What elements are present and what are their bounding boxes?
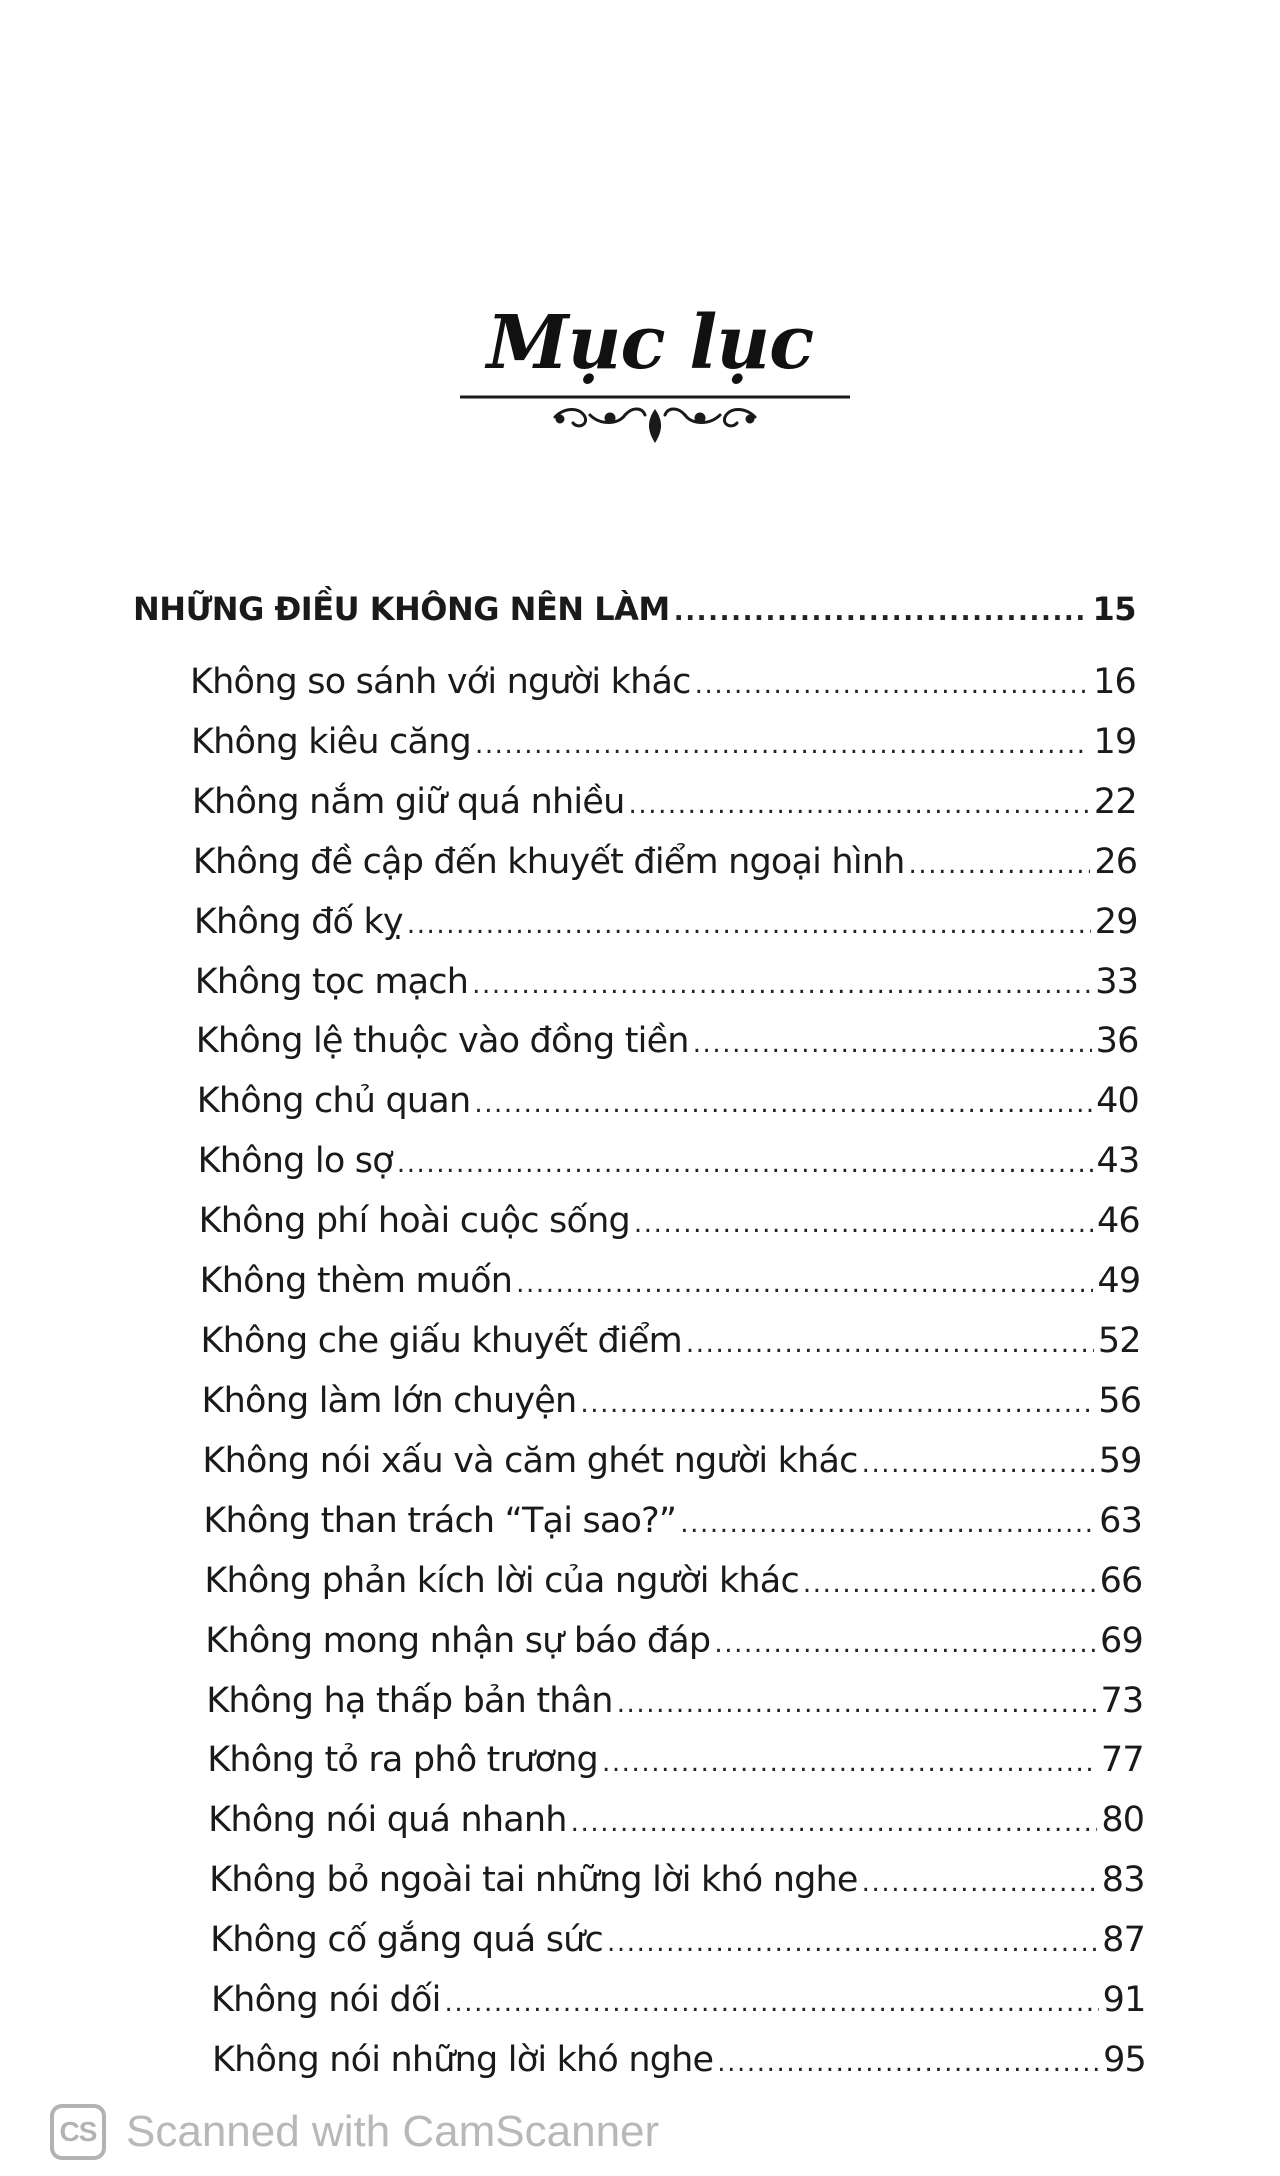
toc-leader-dots — [475, 720, 1090, 770]
toc-entry-label: Không nói những lời khó nghe — [212, 2040, 714, 2080]
toc-leader-dots — [472, 960, 1091, 1010]
toc-entry[interactable] — [196, 1016, 1139, 1066]
toc-entry-label: Không đề cập đến khuyết điểm ngoại hình — [192, 841, 905, 882]
toc-leader-dots — [803, 1559, 1096, 1609]
toc-entry-page: 77 — [1100, 1740, 1144, 1781]
toc-entry-page: 52 — [1097, 1321, 1141, 1362]
toc-entry-page: 46 — [1096, 1201, 1140, 1242]
toc-entry[interactable] — [204, 1556, 1142, 1606]
toc-leader-dots — [580, 1379, 1094, 1429]
toc-entry-label: Không hạ thấp bản thân — [206, 1680, 613, 1721]
toc-entry[interactable] — [205, 1616, 1143, 1666]
toc-entry-page: 69 — [1100, 1620, 1143, 1661]
toc-section-row[interactable] — [133, 584, 1136, 634]
toc-entry[interactable] — [207, 1735, 1144, 1785]
toc-entry[interactable] — [212, 2035, 1146, 2085]
toc-entry-label: Không mong nhận sự báo đáp — [205, 1620, 711, 1661]
toc-entry-page: 56 — [1098, 1380, 1142, 1421]
toc-leader-dots — [445, 1978, 1099, 2028]
toc-leader-dots — [714, 1619, 1096, 1669]
toc-entry[interactable] — [201, 1316, 1141, 1366]
toc-entry-label: Không nói quá nhanh — [208, 1800, 567, 1841]
toc-entry-page: 59 — [1098, 1440, 1142, 1481]
toc-entry-label: Không nắm giữ quá nhiều — [191, 781, 625, 822]
toc-entry[interactable] — [203, 1496, 1142, 1546]
toc-leader-dots — [909, 840, 1091, 890]
toc-entry-label: Không phản kích lời của người khác — [204, 1560, 799, 1601]
toc-leader-dots — [617, 1679, 1097, 1729]
toc-section-label: NHỮNG ĐIỀU KHÔNG NÊN LÀM — [133, 590, 670, 628]
toc-leader-dots — [686, 1319, 1094, 1369]
camscanner-logo-icon: CS — [50, 2104, 106, 2160]
toc-entry-page: 26 — [1094, 841, 1138, 882]
toc-entry[interactable] — [194, 897, 1138, 947]
toc-entry[interactable] — [199, 1196, 1140, 1246]
toc-entry[interactable] — [191, 717, 1136, 767]
toc-entry-page: 87 — [1102, 1920, 1146, 1961]
toc-section-page: 15 — [1092, 590, 1136, 628]
toc-entry-page: 36 — [1095, 1021, 1139, 1062]
toc-leader-dots — [693, 1019, 1092, 1069]
toc-entry[interactable] — [200, 1256, 1141, 1306]
toc-entry[interactable] — [193, 837, 1137, 887]
toc-entry-page: 33 — [1095, 961, 1139, 1002]
toc-entry-label: Không phí hoài cuộc sống — [198, 1201, 630, 1242]
toc-entry-label: Không lệ thuộc vào đồng tiền — [195, 1021, 689, 1062]
toc-entry[interactable] — [190, 657, 1136, 707]
ornament-divider — [460, 385, 850, 455]
toc-entry[interactable] — [210, 1915, 1145, 1965]
toc-leader-dots — [397, 1139, 1093, 1189]
page-title: Mục lục — [486, 300, 814, 386]
toc-leader-dots — [607, 1918, 1098, 1968]
toc-leader-dots — [516, 1259, 1093, 1309]
toc-entry[interactable] — [197, 1076, 1139, 1126]
toc-entry-label: Không tọc mạch — [194, 961, 469, 1002]
toc-entry-page: 40 — [1096, 1081, 1140, 1122]
toc-entry-page: 73 — [1100, 1680, 1144, 1721]
toc-entry-label: Không so sánh với người khác — [190, 662, 691, 702]
toc-entry-page: 83 — [1101, 1860, 1145, 1901]
toc-leader-dots — [680, 1499, 1095, 1549]
toc-entry[interactable] — [208, 1795, 1144, 1845]
toc-leader-dots — [571, 1798, 1098, 1848]
toc-leader-dots — [674, 587, 1089, 637]
toc-leader-dots — [695, 660, 1089, 710]
toc-entry[interactable] — [202, 1436, 1141, 1486]
toc-entry-label: Không nói xấu và căm ghét người khác — [202, 1440, 858, 1481]
toc-entry-page: 43 — [1096, 1141, 1140, 1182]
toc-entry-page: 19 — [1093, 721, 1137, 762]
toc-entry[interactable] — [209, 1855, 1145, 1905]
toc-entry-page: 95 — [1103, 2040, 1146, 2080]
toc-entry-page: 22 — [1093, 781, 1137, 822]
toc-entry-page: 63 — [1099, 1500, 1143, 1541]
toc-leader-dots — [602, 1738, 1097, 1788]
toc-entry-page: 91 — [1102, 1980, 1146, 2021]
toc-leader-dots — [407, 900, 1091, 950]
toc-entry-label: Không cố gắng quá sức — [210, 1920, 603, 1961]
toc-entry[interactable] — [206, 1676, 1143, 1726]
toc-entry[interactable] — [198, 1136, 1140, 1186]
toc-entry-page: 80 — [1101, 1800, 1145, 1841]
toc-leader-dots — [474, 1079, 1092, 1129]
toc-entry[interactable] — [201, 1376, 1141, 1426]
toc-entry-label: Không chủ quan — [196, 1081, 471, 1122]
toc-entry[interactable] — [211, 1975, 1146, 2025]
toc-entry[interactable] — [192, 777, 1137, 827]
toc-entry-label: Không kiêu căng — [190, 721, 471, 762]
toc-leader-dots — [862, 1858, 1098, 1908]
toc-entry-page: 49 — [1097, 1261, 1141, 1302]
toc-entry-label: Không che giấu khuyết điểm — [200, 1321, 682, 1362]
toc-leader-dots — [717, 2038, 1099, 2088]
toc-entry-label: Không than trách “Tại sao?” — [203, 1500, 677, 1541]
toc-leader-dots — [634, 1199, 1093, 1249]
toc-entry[interactable] — [195, 957, 1138, 1007]
scanner-watermark — [50, 2098, 659, 2166]
toc-entry-label: Không làm lớn chuyện — [201, 1380, 577, 1421]
watermark-text: Scanned with CamScanner — [126, 2107, 660, 2156]
toc-entry-label: Không lo sợ — [197, 1141, 393, 1182]
toc-entry-page: 16 — [1093, 662, 1136, 702]
toc-entry-page: 66 — [1099, 1560, 1143, 1601]
toc-entry-label: Không bỏ ngoài tai những lời khó nghe — [209, 1860, 858, 1901]
toc-entry-page: 29 — [1094, 901, 1138, 942]
toc-leader-dots — [862, 1439, 1095, 1489]
toc-entry-label: Không thèm muốn — [199, 1261, 513, 1302]
toc-entry-label: Không đố kỵ — [193, 901, 403, 942]
toc-entry-label: Không nói dối — [211, 1980, 441, 2021]
teardrop-icon — [649, 409, 661, 443]
toc-leader-dots — [628, 780, 1089, 830]
toc-entry-label: Không tỏ ra phô trương — [207, 1740, 598, 1781]
